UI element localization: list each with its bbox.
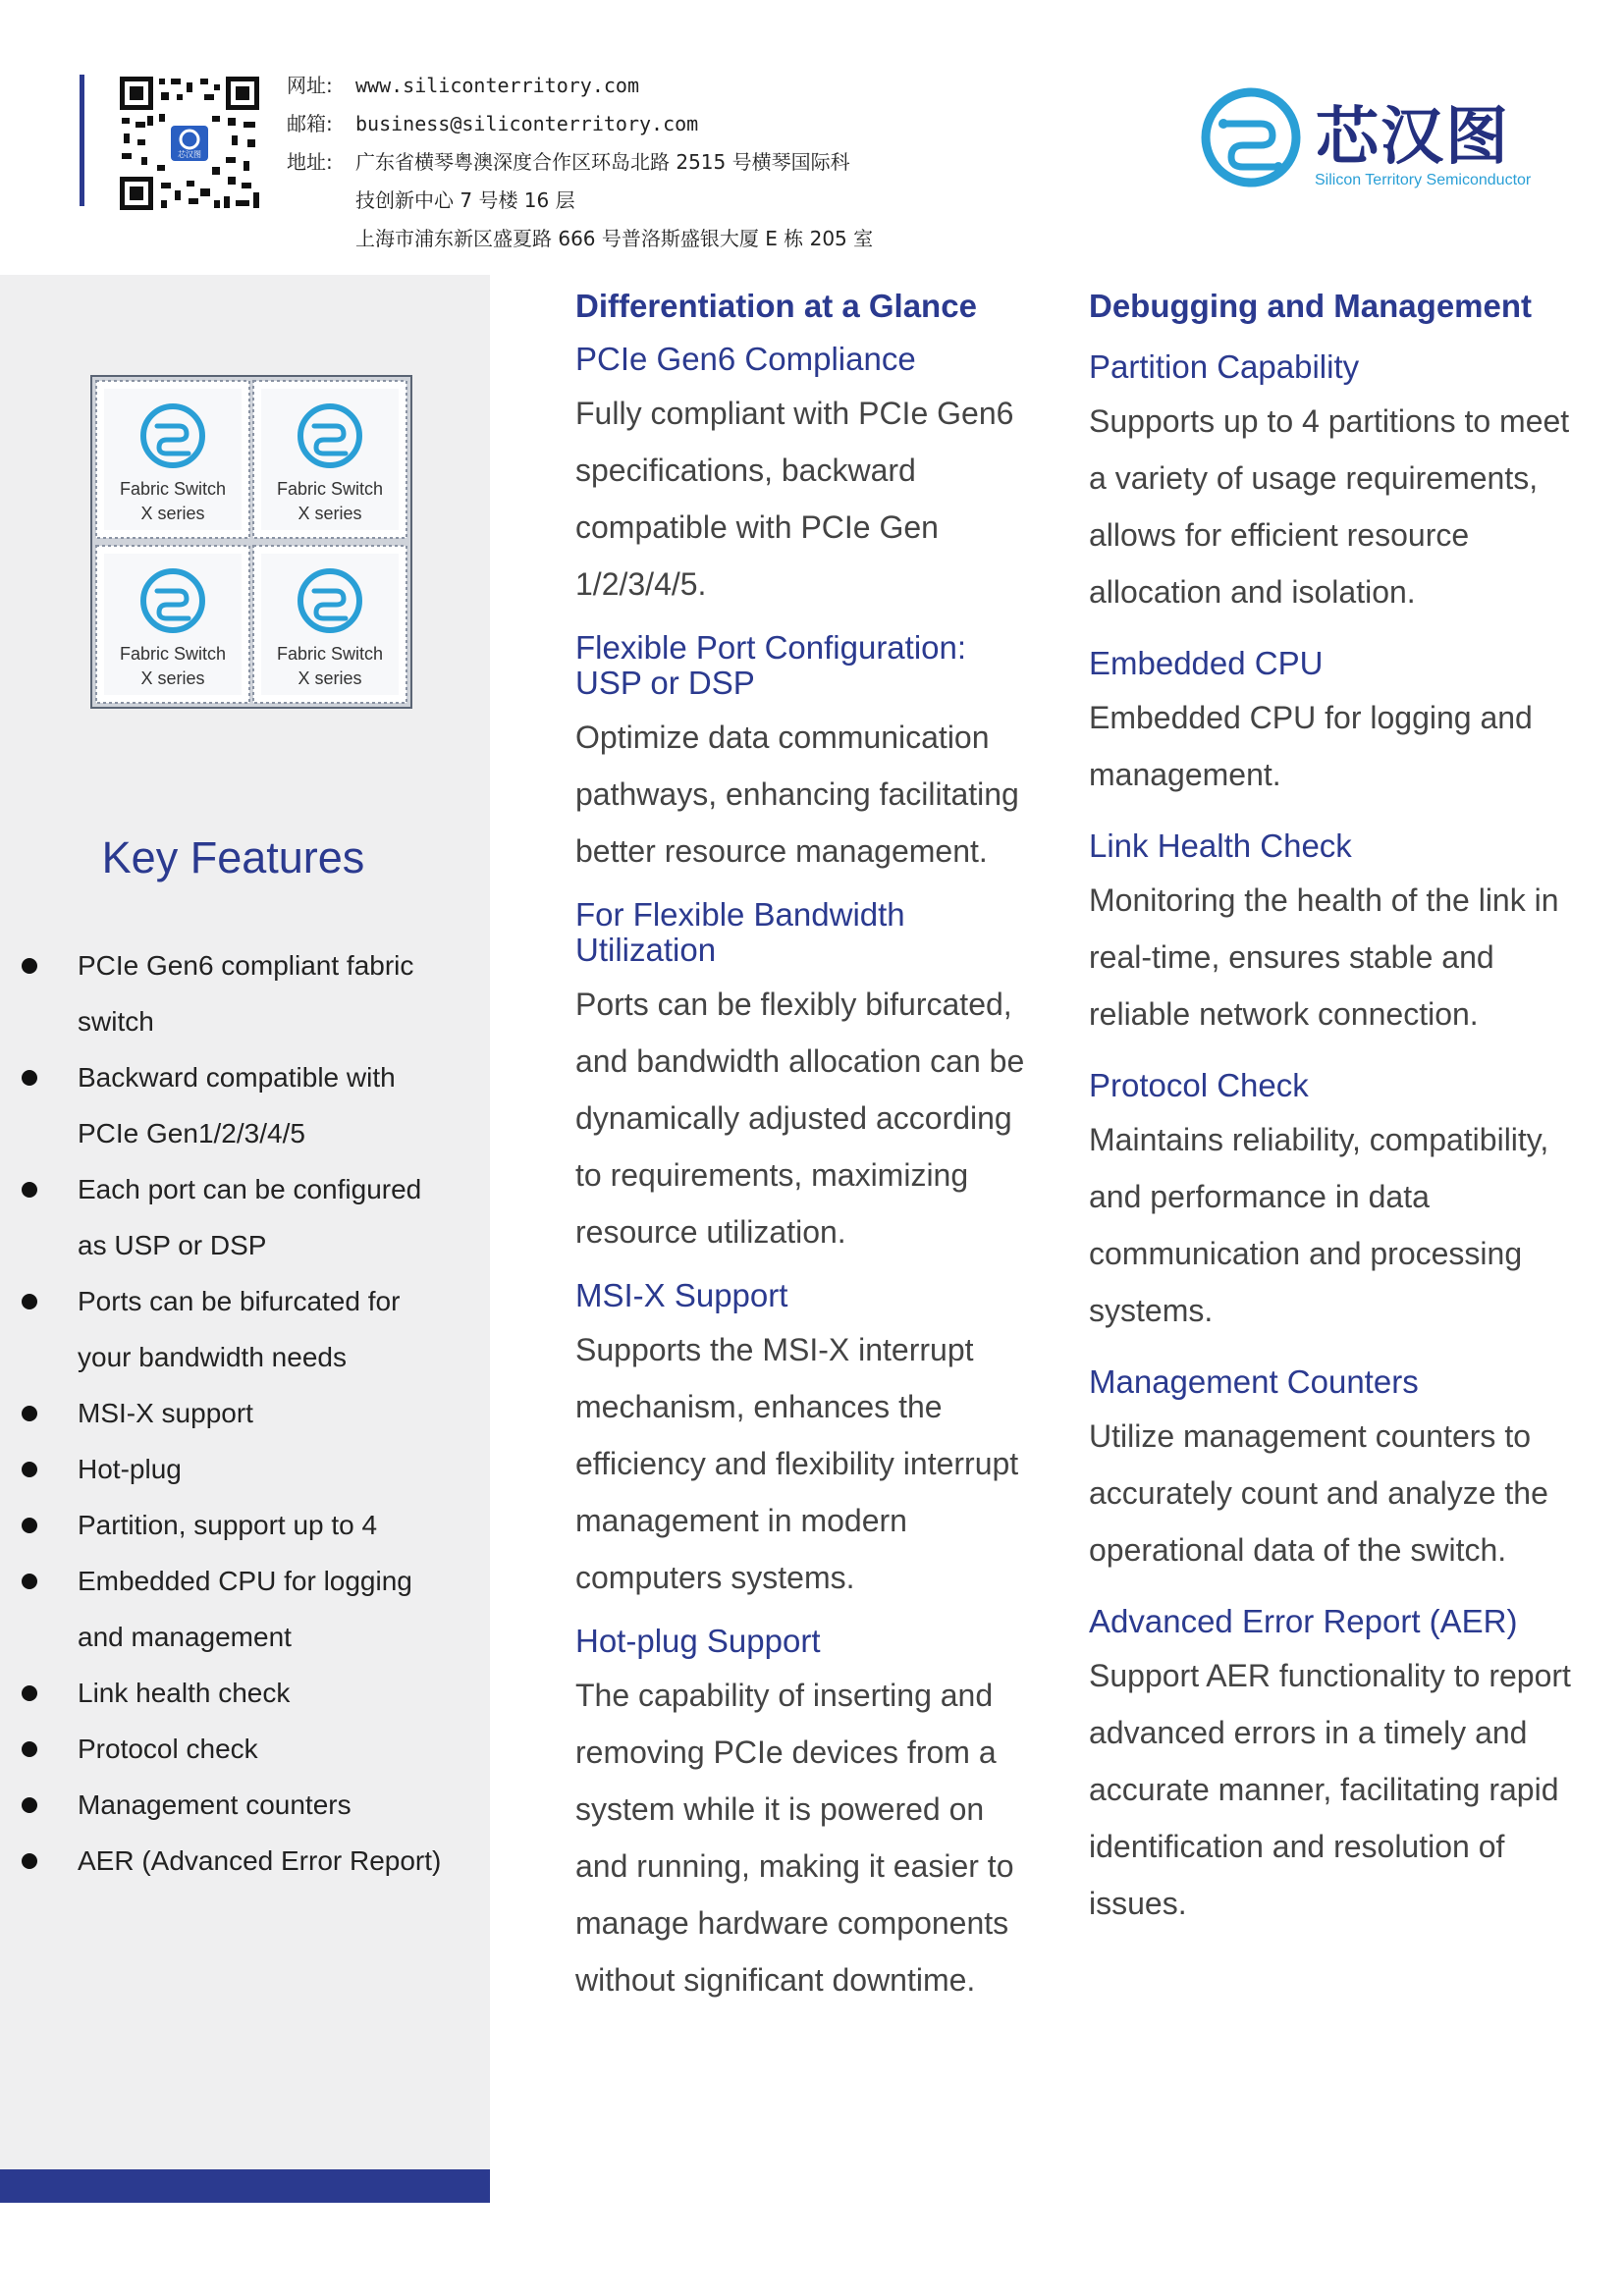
chip-tile xyxy=(96,381,249,538)
qr-code xyxy=(118,75,261,212)
list-item: Hot-plug xyxy=(22,1441,454,1497)
list-item: Management counters xyxy=(22,1777,454,1833)
section-title: Flexible Port Configuration: USP or DSP xyxy=(575,629,967,701)
list-item: Embedded CPU for logging and management xyxy=(22,1553,454,1665)
chip-label-line2: X series xyxy=(140,504,205,523)
section-text: Ports can be flexibly bifurcated, and bandwidth allocation can be dynamically adjusted according to requirements, maximizing resource utilization. xyxy=(575,987,1025,1250)
section-title: Link Health Check xyxy=(1089,828,1352,864)
differentiation-title: Differentiation at a Glance xyxy=(575,288,977,324)
qr-center-text: 芯汉图 xyxy=(178,150,201,159)
section-text: Optimize data communication pathways, enhancing facilitating better resource management. xyxy=(575,720,1019,869)
section-text: Embedded CPU for logging and management. xyxy=(1089,700,1533,792)
section-text: Fully compliant with PCIe Gen6 specifications, backward compatible with PCIe Gen 1/2/3/4/5. xyxy=(575,396,1014,602)
chip-tile xyxy=(253,381,406,538)
section-text: Utilize management counters to accurately count and analyze the operational data of the switch. xyxy=(1089,1418,1548,1568)
list-item: Backward compatible with PCIe Gen1/2/3/4/5 xyxy=(22,1049,454,1161)
logo-english-text: Silicon Territory Semiconductor xyxy=(1315,172,1532,188)
list-item: Protocol check xyxy=(22,1721,454,1777)
sidebar-bottom-bar xyxy=(0,2169,490,2203)
section-title: MSI-X Support xyxy=(575,1277,788,1313)
chip-label-line2: X series xyxy=(298,504,362,523)
website-label: 网址: xyxy=(287,74,333,97)
chip-tile xyxy=(96,546,249,703)
address-line-3: 上海市浦东新区盛夏路 666 号普洛斯盛银大厦 E 栋 205 室 xyxy=(355,227,874,250)
list-item: Partition, support up to 4 xyxy=(22,1497,454,1553)
section-title: Protocol Check xyxy=(1089,1067,1309,1103)
section-text: The capability of inserting and removing PCIe devices from a system while it is powered on and running, making it easier to manage hardware components without significant downtime. xyxy=(575,1678,1014,1998)
address-label: 地址: xyxy=(287,150,333,174)
list-item: Ports can be bifurcated for your bandwidth needs xyxy=(22,1273,454,1385)
section-title: Embedded CPU xyxy=(1089,645,1324,681)
list-item: PCIe Gen6 compliant fabric switch xyxy=(22,937,454,1049)
section-text: Support AER functionality to report advanced errors in a timely and accurate manner, facilitating rapid identification and resolution of issues. xyxy=(1089,1658,1571,1921)
debugging-title: Debugging and Management xyxy=(1089,288,1533,324)
key-features-title: Key Features xyxy=(101,832,365,882)
email-link[interactable]: business@siliconterritory.com xyxy=(355,112,699,135)
section-title: Management Counters xyxy=(1089,1363,1419,1400)
chip-label-line1: Fabric Switch xyxy=(119,479,227,499)
chip-tile xyxy=(253,546,406,703)
contact-block xyxy=(287,67,873,258)
header-accent-bar xyxy=(80,75,84,206)
section-title: Advanced Error Report (AER) xyxy=(1089,1603,1518,1639)
list-item: AER (Advanced Error Report) xyxy=(22,1833,454,1889)
key-features-list xyxy=(22,937,454,1889)
website-link[interactable]: www.siliconterritory.com xyxy=(355,74,639,97)
differentiation-column xyxy=(575,283,1027,2022)
email-label: 邮箱: xyxy=(287,112,333,135)
address-line-1: 广东省横琴粤澳深度合作区环岛北路 2515 号横琴国际科 xyxy=(355,150,850,174)
section-text: Monitoring the health of the link in real-time, ensures stable and reliable network connection. xyxy=(1089,882,1559,1032)
list-item: Each port can be configured as USP or DSP xyxy=(22,1161,454,1273)
address-line-2: 技创新中心 7 号楼 16 层 xyxy=(355,188,575,212)
section-title: Hot-plug Support xyxy=(575,1623,821,1659)
logo-chinese-text: 芯汉图 xyxy=(1316,101,1510,174)
section-text: Supports up to 4 partitions to meet a variety of usage requirements, allows for efficient resource allocation and isolation. xyxy=(1089,403,1570,610)
section-title: For Flexible Bandwidth Utilization xyxy=(575,896,905,968)
chip-label-line1: Fabric Switch xyxy=(119,644,227,664)
chip-grid-image xyxy=(90,375,412,709)
chip-label-line2: X series xyxy=(140,668,205,688)
debugging-column xyxy=(1089,283,1580,1946)
chip-label-line1: Fabric Switch xyxy=(276,479,384,499)
list-item: Link health check xyxy=(22,1665,454,1721)
list-item: MSI-X support xyxy=(22,1385,454,1441)
section-title: PCIe Gen6 Compliance xyxy=(575,341,916,377)
section-text: Maintains reliability, compatibility, and performance in data communication and processing systems. xyxy=(1089,1122,1549,1328)
chip-label-line1: Fabric Switch xyxy=(276,644,384,664)
section-title: Partition Capability xyxy=(1089,348,1360,385)
chip-label-line2: X series xyxy=(298,668,362,688)
section-text: Supports the MSI-X interrupt mechanism, enhances the efficiency and flexibility interrupt management in modern computers systems. xyxy=(575,1332,1019,1595)
